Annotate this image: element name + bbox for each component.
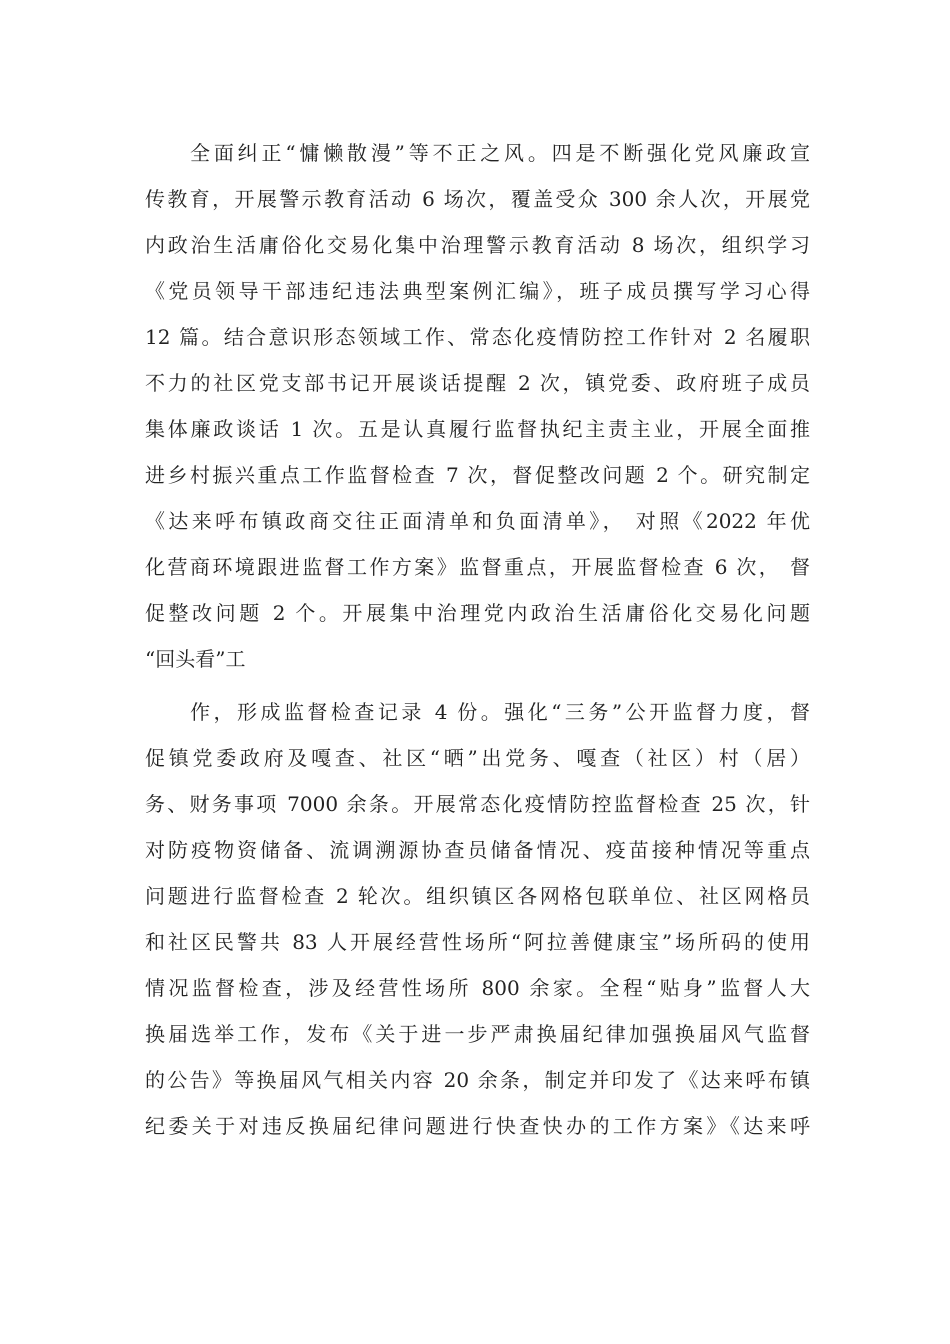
text-line: 促整改问题 2 个。开展集中治理党内政治生活庸俗化交易化问题 (145, 601, 810, 625)
text-line: 换届选举工作，发布《关于进一步严肃换届纪律加强换届风气监督 (145, 1022, 810, 1046)
text-line: 对防疫物资储备、流调溯源协查员储备情况、疫苗接种情况等重点 (145, 838, 810, 862)
text-line: 《达来呼布镇政商交往正面清单和负面清单》， 对照《2022 年优 (145, 509, 810, 533)
text-line: 内政治生活庸俗化交易化集中治理警示教育活动 8 场次，组织学习 (145, 233, 810, 257)
text-line: 化营商环境跟进监督工作方案》监督重点，开展监督检查 6 次， 督 (145, 555, 810, 579)
text-line: 的公告》等换届风气相关内容 20 余条，制定并印发了《达来呼布镇 (145, 1068, 810, 1092)
text-line: 进乡村振兴重点工作监督检查 7 次，督促整改问题 2 个。研究制定 (145, 463, 810, 487)
text-line: 和社区民警共 83 人开展经营性场所“阿拉善健康宝”场所码的使用 (145, 930, 810, 954)
text-line: 不力的社区党支部书记开展谈话提醒 2 次，镇党委、政府班子成员 (145, 371, 810, 395)
text-line: 问题进行监督检查 2 轮次。组织镇区各网格包联单位、社区网格员 (145, 884, 810, 908)
text-line: 12 篇。结合意识形态领域工作、常态化疫情防控工作针对 2 名履职 (145, 325, 810, 349)
text-line: 作，形成监督检查记录 4 份。强化“三务”公开监督力度，督 (190, 700, 810, 724)
text-line: 情况监督检查，涉及经营性场所 800 余家。全程“贴身”监督人大 (145, 976, 810, 1000)
text-line: 促镇党委政府及嘎查、社区“晒”出党务、嘎查（社区）村（居） (145, 746, 810, 770)
text-line: 传教育，开展警示教育活动 6 场次，覆盖受众 300 余人次，开展党 (145, 187, 810, 211)
text-line: 集体廉政谈话 1 次。五是认真履行监督执纪主责主业，开展全面推 (145, 417, 810, 441)
text-line: “回头看”工 (145, 647, 246, 671)
text-line: 《党员领导干部违纪违法典型案例汇编》，班子成员撰写学习心得 (145, 279, 810, 303)
text-line: 全面纠正“慵懒散漫”等不正之风。四是不断强化党风廉政宣 (190, 141, 810, 165)
text-line: 务、财务事项 7000 余条。开展常态化疫情防控监督检查 25 次，针 (145, 792, 810, 816)
text-line: 纪委关于对违反换届纪律问题进行快查快办的工作方案》《达来呼 (145, 1114, 810, 1138)
